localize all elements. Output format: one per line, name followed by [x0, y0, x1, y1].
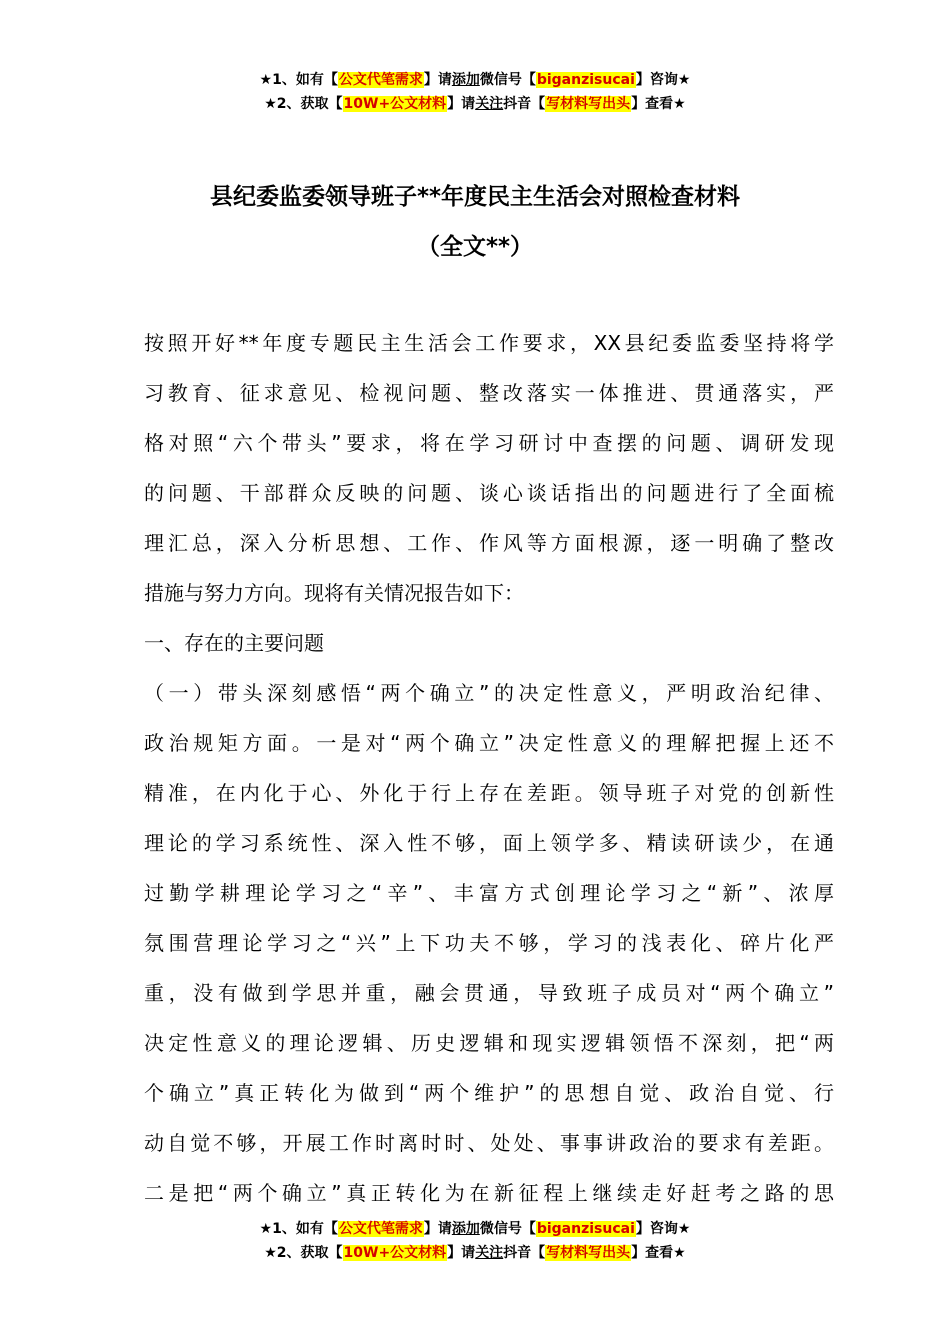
banner-highlight: 写材料写出头: [546, 1245, 631, 1261]
body-line: 氛围营理论学习之“兴”上下功夫不够，学习的浅表化、碎片化严: [144, 931, 834, 955]
document-title: 县纪委监委领导班子**年度民主生活会对照检查材料: [209, 184, 741, 210]
body-line: 理汇总，深入分析思想、工作、作风等方面根源，逐一明确了整改: [144, 531, 834, 555]
body-line: 个确立”真正转化为做到“两个维护”的思想自觉、政治自觉、行: [144, 1081, 834, 1105]
body-line: 二是把“两个确立”真正转化为在新征程上继续走好赶考之路的思: [144, 1181, 834, 1205]
banner-highlight: 10W+公文材料: [343, 1245, 447, 1261]
banner-highlight: biganzisucai: [536, 1221, 635, 1237]
banner-text: 抖音【: [503, 96, 546, 112]
banner-text: ★1、如有【: [259, 1221, 338, 1237]
banner-text: 微信号【: [479, 1221, 536, 1237]
body-line: 的问题、干部群众反映的问题、谈心谈话指出的问题进行了全面梳: [144, 481, 834, 505]
section-heading: 一、存在的主要问题: [144, 631, 324, 655]
banner-underlined-text: 关注: [475, 1245, 504, 1261]
banner-underlined-text: 添加: [451, 72, 480, 88]
body-line: 格对照“六个带头”要求，将在学习研讨中查摆的问题、调研发现: [144, 431, 834, 455]
document-subtitle: （全文**）: [416, 234, 534, 260]
banner-line-1: [0, 1217, 950, 1241]
banner-text: ★2、获取【: [264, 1245, 343, 1261]
banner-line-2: [0, 1241, 950, 1265]
body-line: 习教育、征求意见、检视问题、整改落实一体推进、贯通落实，严: [144, 381, 834, 405]
banner-highlight: biganzisucai: [536, 72, 635, 88]
banner-highlight: 公文代笔需求: [338, 72, 423, 88]
body-line: 措施与努力方向。现将有关情况报告如下：: [144, 581, 524, 605]
banner-text: 微信号【: [479, 72, 536, 88]
body-line: 决定性意义的理论逻辑、历史逻辑和现实逻辑领悟不深刻，把“两: [144, 1031, 834, 1055]
banner-underlined-text: 添加: [451, 1221, 480, 1237]
banner-text: 】请: [423, 1221, 452, 1237]
banner-line-1: [0, 68, 950, 92]
banner-text: 】请: [447, 1245, 476, 1261]
body-line: 动自觉不够，开展工作时离时时、处处、事事讲政治的要求有差距。: [144, 1131, 834, 1155]
body-line: 精准，在内化于心、外化于行上存在差距。领导班子对党的创新性: [144, 781, 834, 805]
banner-highlight: 10W+公文材料: [343, 96, 447, 112]
body-line: 理论的学习系统性、深入性不够，面上领学多、精读研读少，在通: [144, 831, 834, 855]
banner-text: 】咨询★: [635, 72, 691, 88]
body-line: （一）带头深刻感悟“两个确立”的决定性意义，严明政治纪律、: [144, 681, 834, 705]
banner-line-2: [0, 92, 950, 116]
bottom-banner: [0, 1217, 950, 1265]
banner-highlight: 公文代笔需求: [338, 1221, 423, 1237]
top-banner: [0, 68, 950, 116]
banner-text: ★2、获取【: [264, 96, 343, 112]
body-line: 政治规矩方面。一是对“两个确立”决定性意义的理解把握上还不: [144, 731, 834, 755]
banner-highlight: 写材料写出头: [546, 96, 631, 112]
banner-text: 】请: [423, 72, 452, 88]
document-body: [144, 318, 834, 1218]
body-line: 按照开好**年度专题民主生活会工作要求，XX县纪委监委坚持将学: [144, 331, 834, 355]
banner-underlined-text: 关注: [475, 96, 504, 112]
banner-text: 】查看★: [631, 1245, 686, 1261]
banner-text: 】咨询★: [635, 1221, 691, 1237]
body-line: 过勤学耕理论学习之“辛”、丰富方式创理论学习之“新”、浓厚: [144, 881, 834, 905]
banner-text: 抖音【: [503, 1245, 546, 1261]
banner-text: ★1、如有【: [259, 72, 338, 88]
banner-text: 】请: [447, 96, 476, 112]
banner-text: 】查看★: [631, 96, 686, 112]
body-line: 重，没有做到学思并重，融会贯通，导致班子成员对“两个确立”: [144, 981, 834, 1005]
